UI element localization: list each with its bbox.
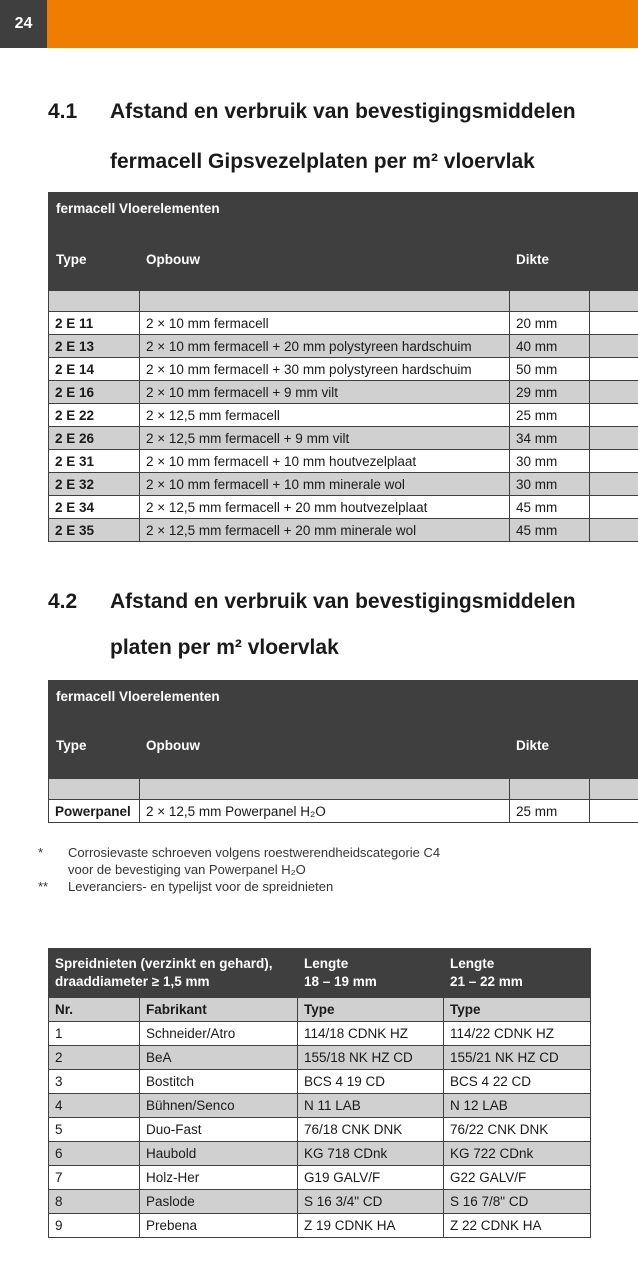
col-nr: Nr. xyxy=(49,998,140,1022)
empty-cell xyxy=(590,800,638,823)
table2-caption: fermacell Vloerelementen xyxy=(56,689,220,704)
fabrikant-cell: BeA xyxy=(140,1046,298,1070)
table1-caption: fermacell Vloerelementen xyxy=(56,201,220,216)
section-number: 4.1 xyxy=(48,100,78,123)
nr-cell: 6 xyxy=(49,1142,140,1166)
table-row xyxy=(49,473,638,496)
dikte-cell: 25 mm xyxy=(510,404,590,427)
top-bar xyxy=(0,0,638,48)
opbouw-cell: 2 × 12,5 mm fermacell + 9 mm vilt xyxy=(140,427,510,450)
empty-cell xyxy=(590,312,638,335)
opbouw-cell: 2 × 10 mm fermacell + 10 mm minerale wol xyxy=(140,473,510,496)
fabrikant-cell: Duo-Fast xyxy=(140,1118,298,1142)
table2-header xyxy=(48,680,638,778)
empty-cell xyxy=(590,427,638,450)
blank-cell xyxy=(510,779,590,800)
nr-cell: 5 xyxy=(49,1118,140,1142)
header-text: Lengte xyxy=(450,956,495,971)
dikte-cell: 45 mm xyxy=(510,496,590,519)
type-21-cell: S 16 7/8" CD xyxy=(444,1190,591,1214)
dikte-cell: 50 mm xyxy=(510,358,590,381)
type-18-cell: Z 19 CDNK HA xyxy=(298,1214,444,1238)
dikte-cell: 40 mm xyxy=(510,335,590,358)
length-21-header xyxy=(444,949,591,998)
fabrikant-cell: Haubold xyxy=(140,1142,298,1166)
type-21-cell: 114/22 CDNK HZ xyxy=(444,1022,591,1046)
type-18-cell: G19 GALV/F xyxy=(298,1166,444,1190)
blank-cell xyxy=(510,291,590,312)
dikte-cell: 30 mm xyxy=(510,473,590,496)
header-text: 18 – 19 mm xyxy=(304,974,377,989)
empty-cell xyxy=(590,381,638,404)
table-row xyxy=(49,1070,591,1094)
spreidnieten-header-row xyxy=(49,949,591,998)
header-text: Lengte xyxy=(304,956,349,971)
table-row xyxy=(49,519,638,542)
col-fabrikant: Fabrikant xyxy=(140,998,298,1022)
opbouw-cell: 2 × 10 mm fermacell + 20 mm polystyreen hardschuim xyxy=(140,335,510,358)
type-18-cell: 76/18 CNK DNK xyxy=(298,1118,444,1142)
nr-cell: 7 xyxy=(49,1166,140,1190)
section-title-line1: Afstand en verbruik van bevestigingsmiddelen xyxy=(110,590,576,613)
empty-cell xyxy=(590,404,638,427)
dikte-cell: 34 mm xyxy=(510,427,590,450)
table-row xyxy=(49,1214,591,1238)
table-row xyxy=(49,404,638,427)
table-row xyxy=(49,335,638,358)
spreidnieten-header-cell xyxy=(49,949,298,998)
type-18-cell: 155/18 NK HZ CD xyxy=(298,1046,444,1070)
blank-cell xyxy=(49,779,140,800)
fabrikant-cell: Holz-Her xyxy=(140,1166,298,1190)
length-18-header xyxy=(298,949,444,998)
opbouw-cell: 2 × 12,5 mm fermacell + 20 mm minerale wol xyxy=(140,519,510,542)
type-21-cell: 76/22 CNK DNK xyxy=(444,1118,591,1142)
type-18-cell: BCS 4 19 CD xyxy=(298,1070,444,1094)
footnote xyxy=(38,878,440,895)
blank-cell xyxy=(140,779,510,800)
nr-cell: 4 xyxy=(49,1094,140,1118)
footnote-text-line2: voor de bevestiging van Powerpanel H₂O xyxy=(68,862,306,877)
table1-header xyxy=(48,192,638,290)
spreidnieten-table xyxy=(48,948,591,1238)
nr-cell: 3 xyxy=(49,1070,140,1094)
opbouw-cell: 2 × 10 mm fermacell + 10 mm houtvezelplaat xyxy=(140,450,510,473)
table-row xyxy=(49,312,638,335)
table2-col-type: Type xyxy=(56,738,87,753)
spreidnieten-subheader-row xyxy=(49,998,591,1022)
dikte-cell: 20 mm xyxy=(510,312,590,335)
table-row xyxy=(49,1046,591,1070)
fabrikant-cell: Schneider/Atro xyxy=(140,1022,298,1046)
opbouw-cell: 2 × 10 mm fermacell + 30 mm polystyreen hardschuim xyxy=(140,358,510,381)
footnote-mark: * xyxy=(38,845,44,860)
col-type-21: Type xyxy=(444,998,591,1022)
fabrikant-cell: Paslode xyxy=(140,1190,298,1214)
table-row xyxy=(49,800,638,823)
section-title-line2: platen per m² vloervlak xyxy=(110,636,339,659)
type-cell: 2 E 22 xyxy=(49,404,140,427)
empty-cell xyxy=(590,450,638,473)
type-cell: 2 E 13 xyxy=(49,335,140,358)
type-18-cell: 114/18 CDNK HZ xyxy=(298,1022,444,1046)
table-row xyxy=(49,427,638,450)
orange-band xyxy=(47,0,638,48)
empty-cell xyxy=(590,473,638,496)
table2-col-dikte: Dikte xyxy=(516,738,550,753)
footnote-text: Corrosievaste schroeven volgens roestwerendheidscategorie C4 xyxy=(68,845,441,860)
table1-col-opbouw: Opbouw xyxy=(146,252,200,267)
table-row xyxy=(49,1142,591,1166)
opbouw-cell: 2 × 12,5 mm fermacell + 20 mm houtvezelplaat xyxy=(140,496,510,519)
section-number: 4.2 xyxy=(48,590,78,613)
opbouw-cell: 2 × 12,5 mm fermacell xyxy=(140,404,510,427)
type-21-cell: KG 722 CDnk xyxy=(444,1142,591,1166)
fabrikant-cell: Prebena xyxy=(140,1214,298,1238)
type-cell: 2 E 14 xyxy=(49,358,140,381)
table-row xyxy=(49,1190,591,1214)
header-text: draaddiameter ≥ 1,5 mm xyxy=(55,974,210,989)
type-cell: 2 E 32 xyxy=(49,473,140,496)
table-row xyxy=(49,1094,591,1118)
table1-blank-row xyxy=(49,291,638,312)
nr-cell: 1 xyxy=(49,1022,140,1046)
table2-blank-row xyxy=(49,779,638,800)
dikte-cell: 45 mm xyxy=(510,519,590,542)
table1-col-dikte: Dikte xyxy=(516,252,550,267)
type-18-cell: KG 718 CDnk xyxy=(298,1142,444,1166)
table-row xyxy=(49,358,638,381)
type-21-cell: BCS 4 22 CD xyxy=(444,1070,591,1094)
dikte-cell: 25 mm xyxy=(510,800,590,823)
opbouw-cell: 2 × 12,5 mm Powerpanel H₂O xyxy=(140,800,510,823)
header-text: 21 – 22 mm xyxy=(450,974,523,989)
type-18-cell: S 16 3/4" CD xyxy=(298,1190,444,1214)
nr-cell: 9 xyxy=(49,1214,140,1238)
type-cell: 2 E 31 xyxy=(49,450,140,473)
page-number: 24 xyxy=(0,0,47,48)
table-row xyxy=(49,496,638,519)
type-21-cell: Z 22 CDNK HA xyxy=(444,1214,591,1238)
header-text: Spreidnieten (verzinkt en gehard), xyxy=(55,956,273,971)
blank-cell xyxy=(590,779,638,800)
type-cell: Powerpanel xyxy=(49,800,140,823)
table2-col-opbouw: Opbouw xyxy=(146,738,200,753)
table1-col-type: Type xyxy=(56,252,87,267)
type-21-cell: N 12 LAB xyxy=(444,1094,591,1118)
type-cell: 2 E 34 xyxy=(49,496,140,519)
dikte-cell: 29 mm xyxy=(510,381,590,404)
opbouw-cell: 2 × 10 mm fermacell xyxy=(140,312,510,335)
section-title-line2: fermacell Gipsvezelplaten per m² vloervlak xyxy=(110,150,535,173)
empty-cell xyxy=(590,519,638,542)
table-row xyxy=(49,1022,591,1046)
table-row xyxy=(49,1166,591,1190)
fabrikant-cell: Bostitch xyxy=(140,1070,298,1094)
nr-cell: 2 xyxy=(49,1046,140,1070)
fabrikant-cell: Bühnen/Senco xyxy=(140,1094,298,1118)
footnotes xyxy=(38,844,440,895)
type-18-cell: N 11 LAB xyxy=(298,1094,444,1118)
section-title-line1: Afstand en verbruik van bevestigingsmiddelen xyxy=(110,100,576,123)
type-cell: 2 E 16 xyxy=(49,381,140,404)
blank-cell xyxy=(49,291,140,312)
table-row xyxy=(49,1118,591,1142)
type-cell: 2 E 11 xyxy=(49,312,140,335)
footnote-mark: ** xyxy=(38,879,49,894)
dikte-cell: 30 mm xyxy=(510,450,590,473)
type-cell: 2 E 35 xyxy=(49,519,140,542)
table1 xyxy=(48,290,638,542)
empty-cell xyxy=(590,496,638,519)
table-row xyxy=(49,381,638,404)
type-21-cell: G22 GALV/F xyxy=(444,1166,591,1190)
opbouw-cell: 2 × 10 mm fermacell + 9 mm vilt xyxy=(140,381,510,404)
type-21-cell: 155/21 NK HZ CD xyxy=(444,1046,591,1070)
footnote-text: Leveranciers- en typelijst voor de spreidnieten xyxy=(68,879,334,894)
type-cell: 2 E 26 xyxy=(49,427,140,450)
nr-cell: 8 xyxy=(49,1190,140,1214)
footnote xyxy=(38,844,440,878)
empty-cell xyxy=(590,358,638,381)
blank-cell xyxy=(140,291,510,312)
col-type-18: Type xyxy=(298,998,444,1022)
empty-cell xyxy=(590,335,638,358)
table-row xyxy=(49,450,638,473)
blank-cell xyxy=(590,291,638,312)
table2 xyxy=(48,778,638,823)
